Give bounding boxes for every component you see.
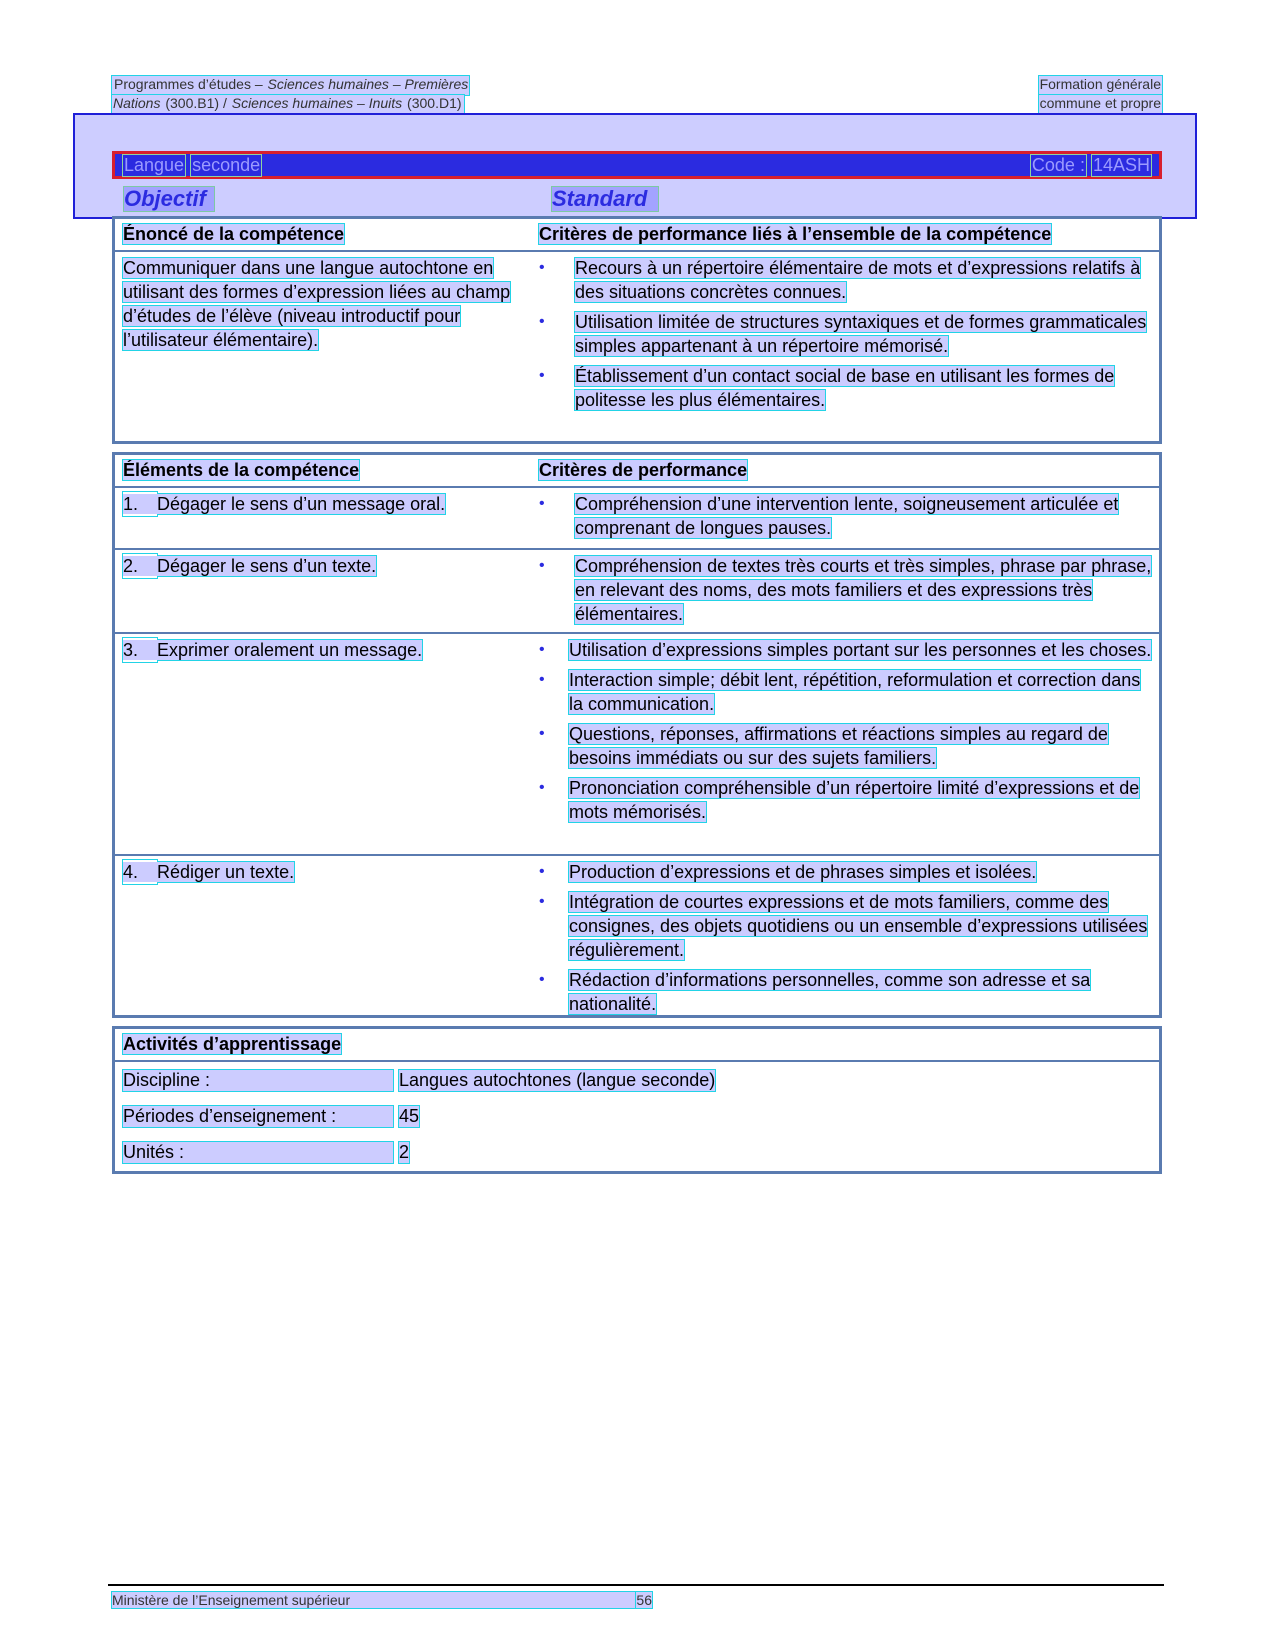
bullet-icon: • <box>539 893 545 910</box>
list-item: • Prononciation compréhensible d’un répertoire limité d’expressions et de mots mémorisés. <box>539 778 1140 822</box>
element-row <box>115 632 1159 854</box>
footer-rule <box>108 1584 1164 1586</box>
activites-header-row <box>115 1029 1159 1062</box>
course-lang-word1: Langue <box>124 154 185 175</box>
bullet-icon: • <box>539 495 545 512</box>
bullet-icon: • <box>539 971 545 988</box>
list-item: • Utilisation d’expressions simples portant sur les personnes et les choses. <box>539 640 1152 660</box>
bullet-icon: • <box>539 641 545 658</box>
course-title-bar <box>112 151 1162 179</box>
list-item: • Production d’expressions et de phrases simples et isolées. <box>539 862 1037 882</box>
element-label: 4. Rédiger un texte. <box>123 862 295 882</box>
list-item: • Intégration de courtes expressions et de mots familiers, comme des consignes, des objets quotidiens ou un ensemble d’expressions utilisées régulièrement. <box>539 892 1148 960</box>
periodes-row <box>115 1098 1159 1134</box>
bullet-icon: • <box>539 863 545 880</box>
discipline-label: Discipline : <box>123 1070 393 1091</box>
competence-header-row <box>115 219 1159 252</box>
list-item: • Questions, réponses, affirmations et réactions simples au regard de besoins immédiats ou sur des sujets familiers. <box>539 724 1108 768</box>
unites-label: Unités : <box>123 1142 393 1163</box>
list-item: • Utilisation limitée de structures syntaxiques et de formes grammaticales simples appartenant à un répertoire mémorisé. <box>539 312 1147 356</box>
periodes-value: 45 <box>399 1105 420 1126</box>
activites-panel <box>112 1026 1162 1174</box>
unites-value: 2 <box>399 1141 410 1162</box>
course-code-value: 14ASH <box>1092 154 1150 175</box>
footer-ministry: Ministère de l’Enseignement supérieur <box>112 1592 636 1608</box>
list-item: • Compréhension de textes très courts et très simples, phrase par phrase, en relevant des noms, des mots familiers et des expressions très élémentaires. <box>539 556 1152 624</box>
discipline-value: Langues autochtones (langue seconde) <box>399 1069 716 1090</box>
element-label: 3. Exprimer oralement un message. <box>123 640 423 660</box>
competence-row <box>115 252 1159 418</box>
page-number: 56 <box>636 1592 652 1608</box>
standard-title: Standard <box>552 187 658 211</box>
bullet-icon: • <box>539 557 545 574</box>
bullet-icon: • <box>539 779 545 796</box>
criteres-ensemble-header: Critères de performance liés à l’ensemble de la compétence <box>539 224 1052 244</box>
element-label: 1. Dégager le sens d’un message oral. <box>123 494 446 514</box>
list-item: • Établissement d’un contact social de base en utilisant les formes de politesse les plus élémentaires. <box>539 366 1115 410</box>
header-program-line1: Programmes d’études – Sciences humaines – Premières <box>112 76 469 95</box>
document-header <box>112 76 1162 114</box>
enonce-text: Communiquer dans une langue autochtone en utilisant des formes d’expression liées au champ d’études de l’élève (niveau introductif pour l’utilisateur élémentaire). <box>123 258 511 350</box>
bullet-icon: • <box>539 313 545 330</box>
elements-panel <box>112 452 1162 1018</box>
document-footer <box>112 1592 652 1608</box>
list-item: • Recours à un répertoire élémentaire de mots et d’expressions relatifs à des situations concrètes connues. <box>539 258 1141 302</box>
discipline-row <box>115 1062 1159 1098</box>
activites-header: Activités d’apprentissage <box>123 1034 342 1054</box>
element-row <box>115 488 1159 548</box>
bullet-icon: • <box>539 259 545 276</box>
objectif-title: Objectif <box>124 187 214 211</box>
criteres-ensemble-list <box>539 256 1159 412</box>
enonce-header: Énoncé de la compétence <box>123 224 345 244</box>
list-item: • Rédaction d’informations personnelles, comme son adresse et sa nationalité. <box>539 970 1091 1014</box>
section-titles <box>112 187 1162 213</box>
criteres-list <box>539 860 1159 1016</box>
criteres-list <box>539 492 1159 540</box>
criteres-header: Critères de performance <box>539 460 748 480</box>
element-label: 2. Dégager le sens d’un texte. <box>123 556 377 576</box>
list-item: • Compréhension d’une intervention lente, soigneusement articulée et comprenant de longues pauses. <box>539 494 1119 538</box>
element-row <box>115 854 1159 1020</box>
bullet-icon: • <box>539 367 545 384</box>
unites-row <box>115 1134 1159 1170</box>
list-item: • Interaction simple; débit lent, répétition, reformulation et correction dans la communication. <box>539 670 1141 714</box>
elements-header-row <box>115 455 1159 488</box>
course-code-label: Code : <box>1031 154 1085 175</box>
header-program-line2: Nations (300.B1) / Sciences humaines – Inuits (300.D1) <box>112 95 464 114</box>
header-formation-line2: commune et propre <box>1039 95 1162 114</box>
header-formation-line1: Formation générale <box>1039 76 1162 95</box>
bullet-icon: • <box>539 725 545 742</box>
competence-panel <box>112 216 1162 444</box>
criteres-list <box>539 638 1159 824</box>
element-row <box>115 548 1159 632</box>
periodes-label: Périodes d’enseignement : <box>123 1106 393 1127</box>
course-lang-word2: seconde <box>192 154 261 175</box>
criteres-list <box>539 554 1159 626</box>
elements-header: Éléments de la compétence <box>123 460 360 480</box>
bullet-icon: • <box>539 671 545 688</box>
